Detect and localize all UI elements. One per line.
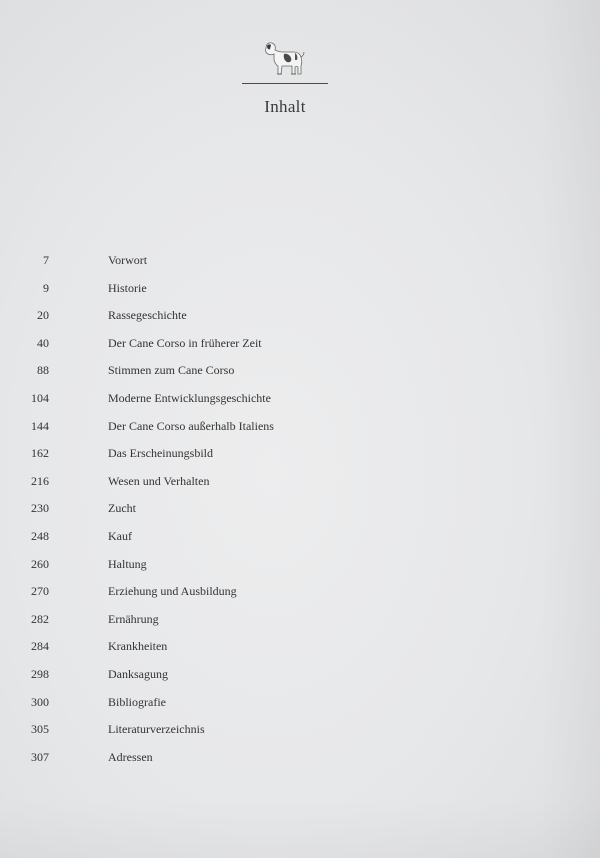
toc-page-number: 305 <box>31 722 49 737</box>
toc-page-number: 284 <box>31 639 49 654</box>
toc-page-number: 282 <box>31 611 49 626</box>
toc-entry <box>0 472 600 500</box>
toc-entry-title: Literaturverzeichnis <box>108 722 205 737</box>
toc-page-number: 20 <box>37 308 49 323</box>
toc-entry-title: Das Erscheinungsbild <box>108 446 213 461</box>
toc-entry-title: Ernährung <box>108 611 159 626</box>
toc-entry <box>0 555 600 583</box>
toc-entry-title: Moderne Entwicklungsgeschichte <box>108 390 271 405</box>
toc-page-number: 162 <box>31 446 49 461</box>
toc-entry <box>0 389 600 417</box>
toc-entry-title: Der Cane Corso außerhalb Italiens <box>108 418 274 433</box>
toc-entry-title: Bibliografie <box>108 694 166 709</box>
toc-entry <box>0 334 600 362</box>
toc-entry-title: Wesen und Verhalten <box>108 473 210 488</box>
toc-entry-title: Erziehung und Ausbildung <box>108 584 237 599</box>
toc-page-number: 300 <box>31 694 49 709</box>
toc-entry <box>0 306 600 334</box>
toc-page-number: 104 <box>31 390 49 405</box>
toc-entry-title: Rassegeschichte <box>108 308 187 323</box>
toc-entry-title: Danksagung <box>108 666 168 681</box>
toc-entry-title: Krankheiten <box>108 639 168 654</box>
toc-entry <box>0 637 600 665</box>
table-of-contents <box>0 251 600 775</box>
toc-entry <box>0 693 600 721</box>
toc-page-number: 260 <box>31 556 49 571</box>
toc-entry <box>0 444 600 472</box>
toc-entry <box>0 748 600 776</box>
toc-entry <box>0 720 600 748</box>
toc-entry <box>0 527 600 555</box>
toc-entry <box>0 361 600 389</box>
toc-entry-title: Zucht <box>108 501 136 516</box>
toc-entry <box>0 610 600 638</box>
toc-entry-title: Haltung <box>108 556 147 571</box>
toc-entry <box>0 417 600 445</box>
toc-entry-title: Vorwort <box>108 253 148 267</box>
toc-page-number: 9 <box>43 280 49 295</box>
toc-entry <box>0 499 600 527</box>
toc-page-number: 248 <box>31 528 49 543</box>
toc-entry-title: Der Cane Corso in früherer Zeit <box>108 335 262 350</box>
toc-entry-title: Stimmen zum Cane Corso <box>108 363 235 378</box>
title-rule <box>242 83 328 84</box>
toc-entry-title: Kauf <box>108 528 132 543</box>
toc-entry-title: Adressen <box>108 749 153 764</box>
toc-page-number: 270 <box>31 584 49 599</box>
toc-page-number: 40 <box>37 335 49 350</box>
page-shadow <box>0 798 600 858</box>
toc-page-number: 216 <box>31 473 49 488</box>
page-title: Inhalt <box>264 97 306 116</box>
toc-page-number: 144 <box>31 418 49 433</box>
toc-entry <box>0 582 600 610</box>
toc-entry <box>0 251 600 279</box>
toc-page-number: 307 <box>31 749 49 764</box>
toc-entry-title: Historie <box>108 280 147 295</box>
toc-entry <box>0 665 600 693</box>
toc-page-number: 230 <box>31 501 49 516</box>
toc-page-number: 298 <box>31 666 49 681</box>
toc-entry <box>0 279 600 307</box>
dog-emblem-icon <box>257 40 307 80</box>
toc-page-number: 88 <box>37 363 49 378</box>
toc-page-number: 7 <box>43 253 49 267</box>
